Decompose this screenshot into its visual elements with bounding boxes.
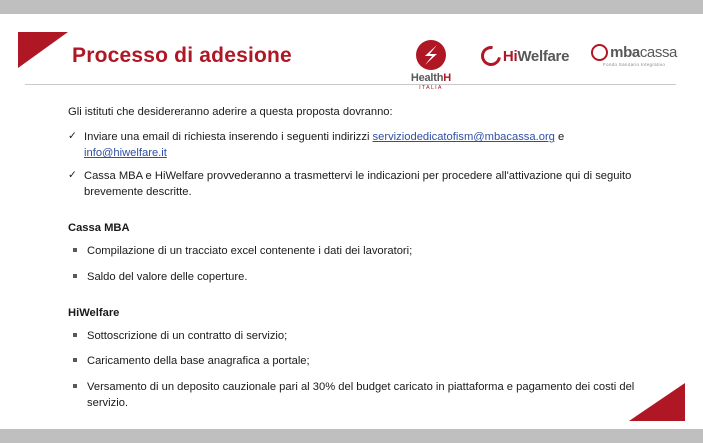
page-title: Processo di adesione [72, 44, 292, 67]
top-left-triangle-decoration [18, 32, 68, 68]
hiwelfare-prefix: Hi [502, 47, 518, 65]
health-logo-wordmark [411, 72, 451, 84]
list-item [68, 168, 638, 200]
hiwelfare-logo [481, 46, 569, 66]
hiwelfare-swirl-icon [477, 42, 505, 70]
list-item: Compilazione di un tracciato excel contenente i dati dei lavoratori; [68, 243, 638, 259]
bottom-band [0, 429, 703, 443]
intro-paragraph: Gli istituti che desidereranno aderire a questa proposta dovranno: [68, 106, 393, 118]
email-link-hiwelfare[interactable]: info@hiwelfare.it [84, 147, 167, 160]
list-item: Caricamento della base anagrafica a portale; [68, 353, 638, 369]
section-heading-hiwelfare: HiWelfare [68, 306, 120, 319]
mba-word-bold: mba [610, 44, 640, 61]
list-item: Sottoscrizione di un contratto di servizio; [68, 328, 638, 344]
health-logo-subtitle: ITALIA [419, 85, 443, 91]
check-item-text-middle: e [554, 131, 565, 144]
health-logo-name: Health [410, 72, 444, 84]
logo-group [403, 40, 677, 91]
slide-body [68, 104, 638, 420]
mba-logo-row [591, 44, 677, 61]
hiwelfare-rest: Welfare [517, 47, 570, 65]
mba-logo-tagline: Fondo Sanitario Integrativo [603, 62, 666, 67]
mba-wordmark [610, 44, 677, 61]
list-item: Saldo del valore delle coperture. [68, 269, 638, 285]
top-band [0, 0, 703, 14]
list-item: Versamento di un deposito cauzionale pari al 30% del budget caricato in piattaforma e pagamento dei costi del servizio. [68, 379, 638, 411]
mba-circle-icon [591, 44, 608, 61]
health-bolt-icon [416, 40, 446, 70]
mba-word-light: cassa [639, 44, 677, 61]
section-heading-cassa-mba: Cassa MBA [68, 222, 130, 235]
hiwelfare-list [68, 328, 638, 411]
list-item [68, 129, 638, 161]
email-link-mbacassa[interactable]: serviziodedicatofism@mbacassa.org [372, 131, 555, 144]
health-italia-logo [403, 40, 459, 91]
cassa-mba-list [68, 243, 638, 284]
hiwelfare-wordmark [503, 48, 569, 65]
check-item-text-prefix: Inviare una email di richiesta inserendo i seguenti indirizzi [84, 131, 373, 144]
check-list [68, 129, 638, 200]
health-logo-name-accent: H [443, 72, 451, 84]
mba-cassa-logo [591, 44, 677, 67]
check-item-text-prefix: Cassa MBA e HiWelfare provvederanno a trasmettervi le indicazioni per procedere all'attivazione qui di seguito brevemente descritte. [84, 169, 632, 198]
